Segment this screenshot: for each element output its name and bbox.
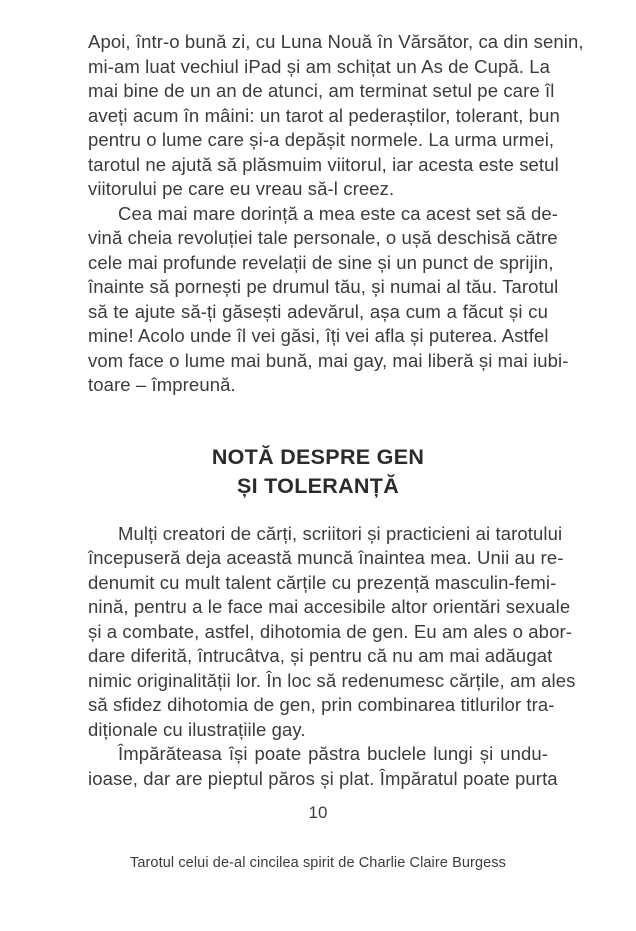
paragraph xyxy=(88,522,576,743)
text-line: mi-am luat vechiul iPad și am schițat un As de Cupă. La xyxy=(88,55,551,77)
text-line: diționale cu ilustrațiile gay. xyxy=(88,718,306,740)
paragraph-runs-to-next-page xyxy=(88,742,558,791)
text-line: înainte să pornești pe drumul tău, și numai al tău. Tarotul xyxy=(88,276,559,297)
body-text-block xyxy=(88,30,584,791)
text-line: pentru o lume care și-a depășit normele. La urma urmei, xyxy=(88,129,555,150)
text-line: mine! Acolo unde îl vei găsi, îți vei afla și puterea. Astfel xyxy=(88,325,549,346)
text-line: nină, pentru a le face mai accesibile altor orientări sexuale xyxy=(88,596,571,617)
text-line: și a combate, astfel, dihotomia de gen. Eu am ales o abor- xyxy=(88,620,572,642)
section-heading xyxy=(88,443,548,501)
text-line: cele mai profunde revelații de sine și un punct de sprijin, xyxy=(88,251,554,273)
text-line: mai bine de un an de atunci, am terminat setul pe care îl xyxy=(88,80,555,101)
text-line: vină cheia revoluției tale personale, o ușă deschisă către xyxy=(88,227,558,248)
running-footer-book-title: Tarotul celui de-al cincilea spirit de Charlie Claire Burgess xyxy=(129,855,506,871)
text-line: să te ajute să-ți găsești adevărul, așa cum a făcut și cu xyxy=(88,300,548,322)
text-line: tarotul ne ajută să plăsmuim viitorul, iar acesta este setul xyxy=(88,153,559,175)
text-line: Apoi, într-o bună zi, cu Luna Nouă în Vărsător, ca din senin, xyxy=(88,31,584,52)
page-number: 10 xyxy=(308,803,328,822)
text-line: toare – împreună. xyxy=(88,374,236,395)
paragraph xyxy=(88,202,569,398)
text-line: începuseră deja această muncă înaintea mea. Unii au re- xyxy=(88,547,564,568)
text-line: vom face o lume mai bună, mai gay, mai liberă și mai iubi- xyxy=(88,349,569,371)
text-line: viitorului pe care eu vreau să-l creez. xyxy=(88,178,395,199)
book-page xyxy=(0,30,636,931)
text-line: ȘI TOLERANȚĂ xyxy=(236,473,400,498)
text-line: denumit cu mult talent cărțile cu prezență masculin-femi- xyxy=(88,571,557,593)
text-line: Mulți creatori de cărți, scriitori și practicieni ai tarotului xyxy=(118,522,563,544)
text-line: ioase, dar are pieptul păros și plat. Împăratul poate purta xyxy=(88,767,558,789)
text-line: Împărăteasa își poate păstra buclele lungi și undu- xyxy=(118,743,548,764)
text-line: să sfidez dihotomia de gen, prin combinarea titlurilor tra- xyxy=(88,694,555,715)
text-line: aveți acum în mâini: un tarot al pederaștilor, tolerant, bun xyxy=(88,104,560,126)
text-line: NOTĂ DESPRE GEN xyxy=(211,444,425,469)
text-line: dare diferită, întrucâtva, și pentru că nu am mai adăugat xyxy=(88,645,553,666)
text-line: nimic originalității lor. În loc să redenumesc cărțile, am ales xyxy=(88,669,576,691)
paragraph-continuation xyxy=(88,30,584,202)
text-line: Cea mai mare dorință a mea este ca acest set să de- xyxy=(118,202,559,224)
